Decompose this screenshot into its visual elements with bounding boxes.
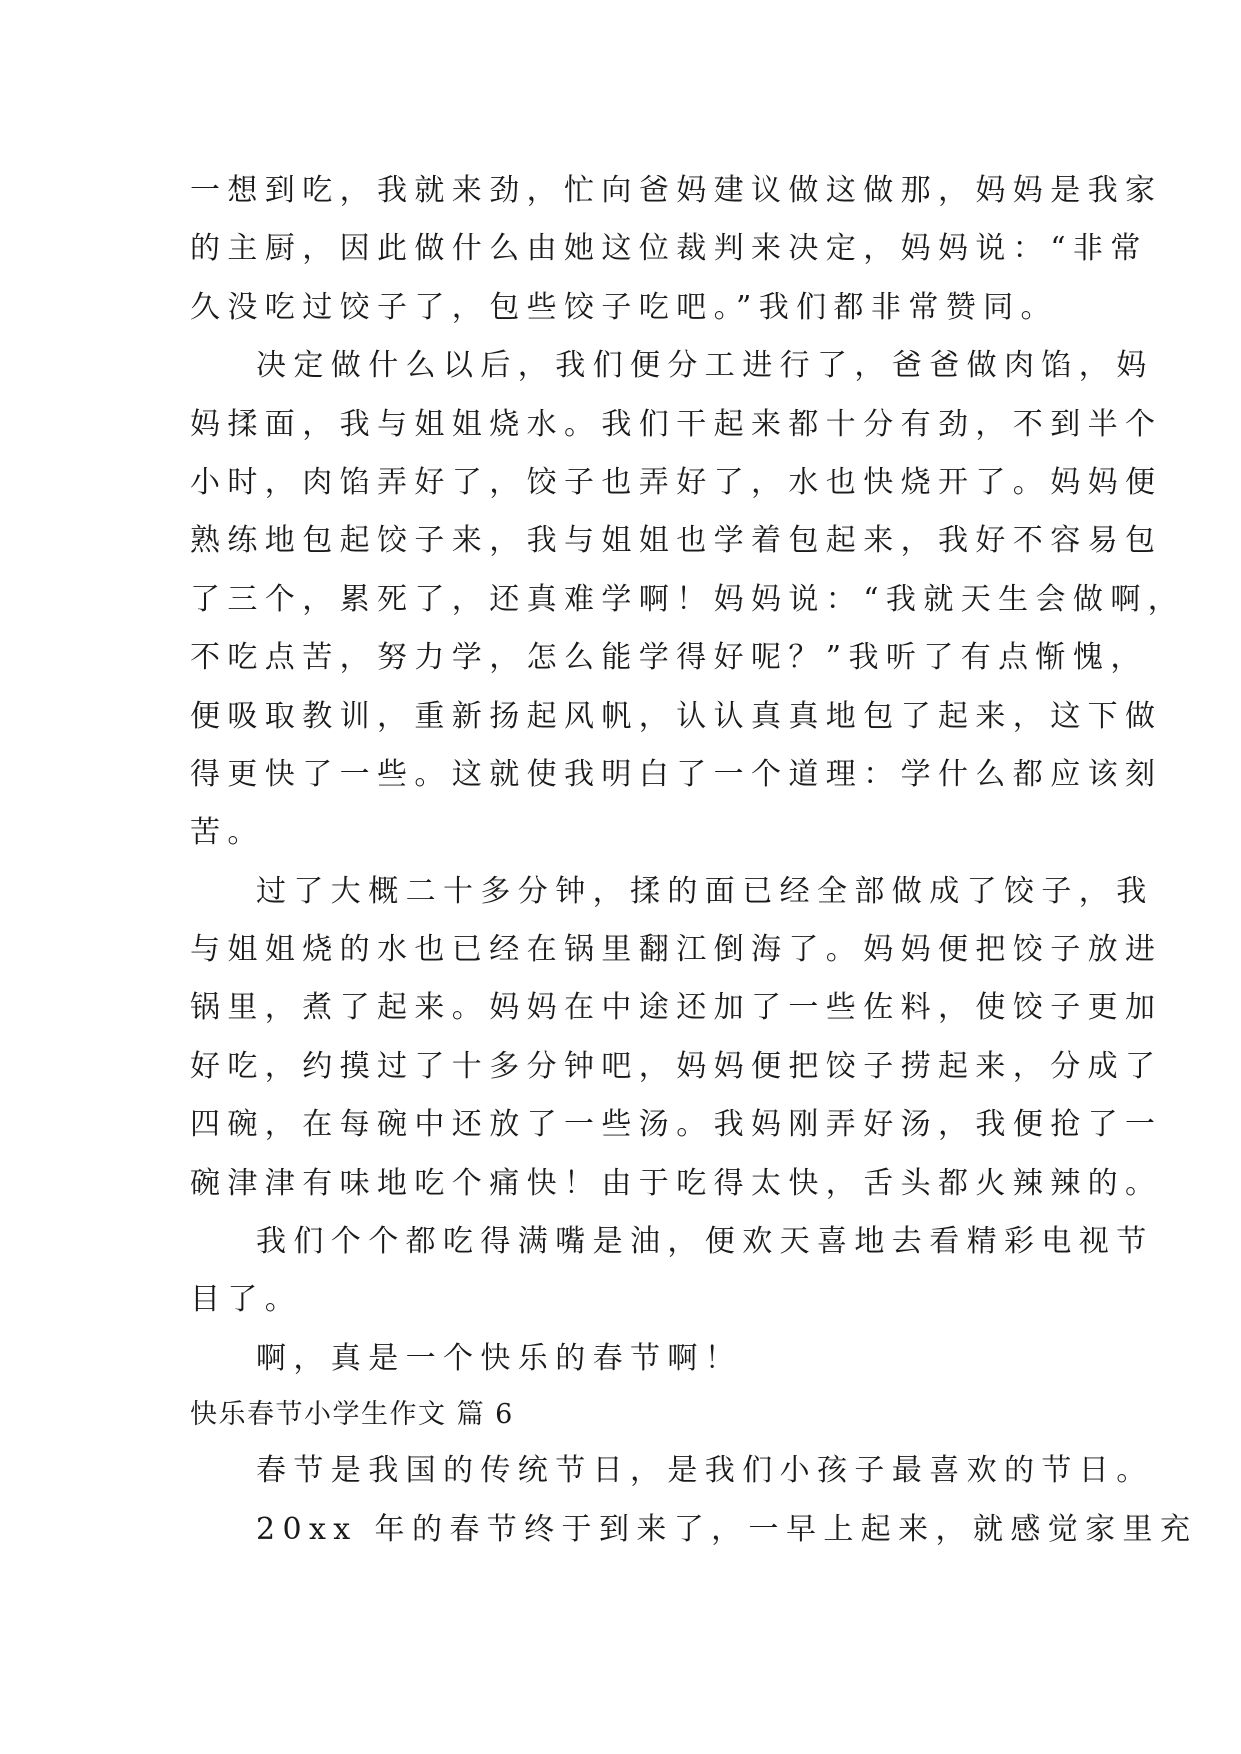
text-line: 熟练地包起饺子来，我与姐姐也学着包起来，我好不容易包: [190, 523, 1163, 559]
paragraph-start-line: 决定做什么以后，我们便分工进行了，爸爸做肉馅，妈: [256, 348, 1154, 384]
text-line: 的主厨，因此做什么由她这位裁判来决定，妈妈说：“非常: [190, 231, 1148, 267]
text-line: 碗津津有味地吃个痛快！由于吃得太快，舌头都火辣辣的。: [190, 1165, 1163, 1201]
paragraph-start-line: 我们个个都吃得满嘴是油，便欢天喜地去看精彩电视节: [256, 1224, 1154, 1260]
text-line: 小时，肉馅弄好了，饺子也弄好了，水也快烧开了。妈妈便: [190, 464, 1163, 500]
text-line: 一想到吃，我就来劲，忙向爸妈建议做这做那，妈妈是我家: [190, 173, 1163, 208]
text-line: 锅里，煮了起来。妈妈在中途还加了一些佐料，使饺子更加: [190, 990, 1163, 1026]
paragraph-start-line: 过了大概二十多分钟，揉的面已经全部做成了饺子，我: [256, 873, 1154, 909]
text-line: 好吃，约摸过了十多分钟吧，妈妈便把饺子捞起来，分成了: [190, 1048, 1163, 1084]
text-line: 与姐姐烧的水也已经在锅里翻江倒海了。妈妈便把饺子放进: [190, 932, 1163, 968]
section-heading: 快乐春节小学生作文 篇 6: [190, 1399, 514, 1431]
text-line: 苦。: [190, 815, 265, 851]
text-line: 目了。: [190, 1282, 303, 1318]
document-body: [190, 162, 1198, 1559]
paragraph-start-line: 20xx 年的春节终于到来了，一早上起来，就感觉家里充: [256, 1511, 1198, 1547]
paragraph-start-line: 春节是我国的传统节日，是我们小孩子最喜欢的节日。: [256, 1453, 1154, 1489]
paragraph-start-line: 啊，真是一个快乐的春节啊！: [256, 1340, 743, 1376]
text-line: 便吸取教训，重新扬起风帆，认认真真地包了起来，这下做: [190, 698, 1163, 734]
text-line: 妈揉面，我与姐姐烧水。我们干起来都十分有劲，不到半个: [190, 406, 1163, 442]
text-line: 不吃点苦，努力学，怎么能学得好呢？”我听了有点惭愧，: [190, 640, 1148, 676]
text-line: 四碗，在每碗中还放了一些汤。我妈刚弄好汤，我便抢了一: [190, 1107, 1163, 1143]
text-line: 得更快了一些。这就使我明白了一个道理：学什么都应该刻: [190, 756, 1163, 792]
text-line: 了三个，累死了，还真难学啊！妈妈说：“我就天生会做啊，: [190, 581, 1186, 617]
text-line: 久没吃过饺子了，包些饺子吃吧。”我们都非常赞同。: [190, 289, 1058, 325]
